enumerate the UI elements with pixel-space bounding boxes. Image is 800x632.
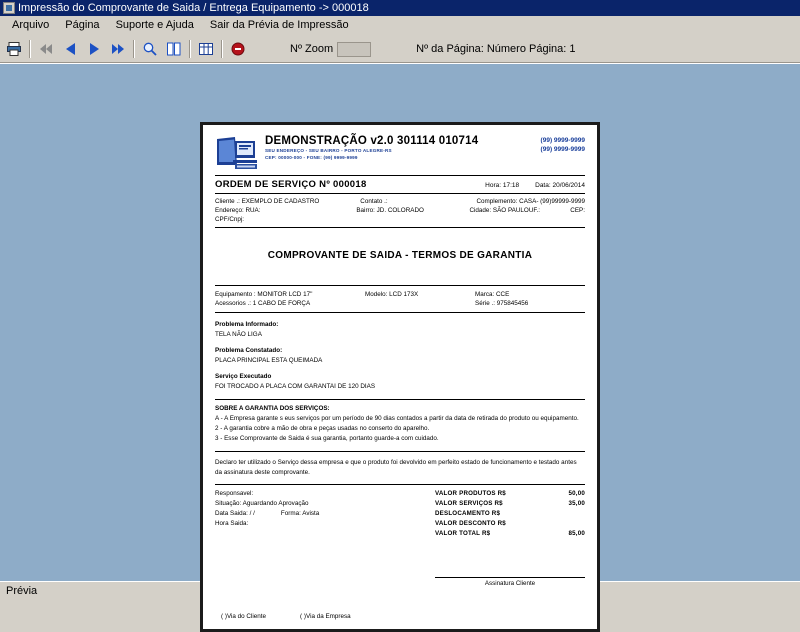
zoom-control bbox=[290, 42, 371, 57]
equipment-accessories: Acessorios .: 1 CABO DE FORÇA bbox=[215, 300, 311, 307]
prev-page-button[interactable] bbox=[59, 38, 81, 60]
prev-page-arrow-icon bbox=[66, 43, 75, 55]
reported-problem-heading: Problema Informado: bbox=[215, 321, 279, 328]
toolbar bbox=[0, 36, 800, 63]
company-logo bbox=[215, 135, 259, 173]
equipment-row-1 bbox=[215, 290, 585, 299]
menu-item-sair-previa[interactable]: Sair da Prévia de Impressão bbox=[209, 19, 349, 31]
reported-problem-section bbox=[215, 313, 585, 339]
computer-logo-icon bbox=[215, 135, 259, 173]
value-row bbox=[435, 499, 585, 509]
exit-time: Hora Saida: bbox=[215, 520, 249, 527]
client-uf: UF.: bbox=[528, 207, 541, 214]
warranty-heading: SOBRE A GARANTIA DOS SERVIÇOS: bbox=[215, 405, 330, 412]
order-time: Hora: 17:18 bbox=[485, 182, 520, 189]
company-address-line1: SEU ENDEREÇO - SEU BAIRRO - PORTO ALEGRE-RS bbox=[265, 148, 392, 153]
company-title: DEMONSTRAÇÃO v2.0 301114 010714 bbox=[265, 135, 479, 147]
signature-line bbox=[435, 577, 585, 578]
value-row bbox=[435, 489, 585, 499]
client-complement: Complemento: CASA bbox=[476, 198, 537, 205]
page-number-label: Nº da Página: Número Página: 1 bbox=[416, 43, 576, 55]
client-name: Cliente .: EXEMPLO DE CADASTRO bbox=[215, 198, 320, 205]
status-text: Prévia bbox=[6, 585, 38, 597]
service-performed-section bbox=[215, 365, 585, 391]
warranty-section bbox=[215, 400, 585, 444]
found-problem-section bbox=[215, 339, 585, 365]
service-performed-text: FOI TROCADO A PLACA COM GARANTAI DE 120 DIAS bbox=[215, 382, 376, 390]
value-row bbox=[435, 509, 585, 519]
zoom-button[interactable] bbox=[139, 38, 161, 60]
client-city: Cidade: SÃO PAULO bbox=[469, 207, 529, 214]
value-label: VALOR TOTAL R$ bbox=[435, 530, 491, 537]
toolbar-separator-1 bbox=[29, 40, 31, 58]
order-number: ORDEM DE SERVIÇO Nº 000018 bbox=[215, 179, 367, 190]
equipment-block bbox=[215, 286, 585, 313]
window-icon bbox=[3, 2, 15, 14]
window-title-bar bbox=[0, 0, 800, 16]
equipment-brand: Marca: CCE bbox=[475, 291, 510, 298]
value-label: VALOR DESCONTO R$ bbox=[435, 520, 506, 527]
value-label: DESLOCAMENTO R$ bbox=[435, 510, 501, 517]
company-info bbox=[265, 135, 541, 161]
client-neighborhood: Bairro: JD. COLORADO bbox=[356, 207, 424, 214]
toolbar-separator-2 bbox=[133, 40, 135, 58]
client-row-3 bbox=[215, 215, 585, 224]
client-row-2 bbox=[215, 206, 585, 215]
signature-label: Assinatura Cliente bbox=[484, 580, 536, 587]
two-page-view-button[interactable] bbox=[163, 38, 185, 60]
equipment-serial-spacer bbox=[365, 299, 475, 308]
equipment-row-2 bbox=[215, 299, 585, 308]
client-phone: - (99)99999-9999 bbox=[536, 198, 585, 205]
signature-area bbox=[215, 577, 585, 587]
value-amount: 50,00 bbox=[568, 490, 585, 497]
company-phones bbox=[541, 135, 585, 154]
signature-box bbox=[435, 577, 585, 587]
client-row-1 bbox=[215, 197, 585, 206]
last-page-button[interactable] bbox=[107, 38, 129, 60]
value-amount: 85,00 bbox=[568, 530, 585, 537]
next-page-button[interactable] bbox=[83, 38, 105, 60]
client-block bbox=[215, 194, 585, 228]
client-cpf: CPF/Cnpj: bbox=[215, 216, 245, 223]
warranty-item-1: A - A Empresa garante s eus serviços por um período de 90 dias contados a partir da data de retirada do produto ou equipamento. bbox=[215, 415, 579, 422]
value-row-total bbox=[435, 529, 585, 539]
menu-item-arquivo[interactable]: Arquivo bbox=[12, 19, 50, 31]
two-page-icon bbox=[166, 41, 182, 57]
menu-item-pagina[interactable]: Página bbox=[65, 19, 100, 31]
responsible-block bbox=[215, 489, 435, 539]
order-number-row bbox=[215, 176, 585, 194]
stop-button[interactable] bbox=[227, 38, 249, 60]
order-date: Data: 20/06/2014 bbox=[535, 182, 585, 189]
equipment-serial: Série .: 975845456 bbox=[475, 300, 529, 307]
last-page-arrow-icon bbox=[112, 44, 124, 54]
printer-icon bbox=[6, 41, 22, 57]
exit-date: Data Saida: / / bbox=[215, 510, 255, 517]
company-phone-1: (99) 9999-9999 bbox=[540, 137, 585, 144]
toolbar-separator-3 bbox=[189, 40, 191, 58]
value-label: VALOR SERVIÇOS R$ bbox=[435, 500, 503, 507]
payment-form: Forma: Avista bbox=[280, 510, 320, 517]
responsible-label: Responsavel: bbox=[215, 490, 254, 497]
menu-item-suporte-e-ajuda[interactable]: Suporte e Ajuda bbox=[115, 19, 194, 31]
zoom-label: Nº Zoom bbox=[290, 43, 334, 55]
found-problem-heading: Problema Constatado: bbox=[215, 347, 283, 354]
page-number-control bbox=[416, 43, 575, 55]
warranty-item-3: 3 - Esse Comprovante de Saida é sua garantia, portanto guarde-a com cuidado. bbox=[215, 435, 439, 442]
company-phone-2: (99) 9999-9999 bbox=[540, 146, 585, 153]
totals-section bbox=[215, 485, 585, 539]
client-address: Endereço: RUA: bbox=[215, 207, 261, 214]
document-page bbox=[200, 122, 600, 632]
client-contact: Contato .: bbox=[360, 198, 388, 205]
reported-problem-text: TELA NÃO LIGA bbox=[215, 330, 262, 338]
grid-icon bbox=[198, 41, 214, 57]
copy-client-checkbox[interactable]: ( )Via do Cliente bbox=[221, 613, 267, 620]
document-title: COMPROVANTE DE SAIDA - TERMOS DE GARANTIA bbox=[215, 228, 585, 286]
service-performed-heading: Serviço Executado bbox=[215, 373, 272, 380]
equipment-model: Modelo: LCD 173X bbox=[365, 291, 419, 298]
declaration-text: Declaro ter utilizado o Serviço dessa empresa e que o produto foi devolvido em perfeito estado de funcionamento e testado antes da assinatura deste comprovante. bbox=[215, 451, 585, 485]
found-problem-text: PLACA PRINCIPAL ESTA QUEIMADA bbox=[215, 356, 323, 364]
document-header bbox=[215, 135, 585, 176]
magnifier-icon bbox=[142, 41, 158, 57]
first-page-arrow-icon bbox=[40, 44, 52, 54]
window-title: Impressão do Comprovante de Saida / Entrega Equipamento -> 000018 bbox=[18, 2, 369, 14]
toolbar-separator-4 bbox=[221, 40, 223, 58]
grid-view-button[interactable] bbox=[195, 38, 217, 60]
next-page-arrow-icon bbox=[90, 43, 99, 55]
menu-bar bbox=[0, 16, 800, 36]
client-cep: CEP: bbox=[570, 207, 585, 214]
zoom-input[interactable] bbox=[337, 42, 371, 57]
status-label: Situação: Aguardando Aprovação bbox=[215, 500, 309, 507]
warranty-item-2: 2 - A garantia cobre a mão de obra e peças usadas no conserto do aparelho. bbox=[215, 425, 430, 432]
equipment-name: Equipamento : MONITOR LCD 17'' bbox=[215, 291, 313, 298]
value-label: VALOR PRODUTOS R$ bbox=[435, 490, 506, 497]
first-page-button[interactable] bbox=[35, 38, 57, 60]
print-button[interactable] bbox=[3, 38, 25, 60]
value-row bbox=[435, 519, 585, 529]
values-block bbox=[435, 489, 585, 539]
company-address-line2: CEP: 00000-000 - FONE: (99) 9999-9999 bbox=[265, 155, 358, 160]
copies-row bbox=[215, 613, 585, 620]
stop-icon bbox=[230, 41, 246, 57]
copy-company-checkbox[interactable]: ( )Via da Empresa bbox=[300, 613, 351, 620]
value-amount: 35,00 bbox=[568, 500, 585, 507]
order-meta bbox=[485, 182, 585, 189]
